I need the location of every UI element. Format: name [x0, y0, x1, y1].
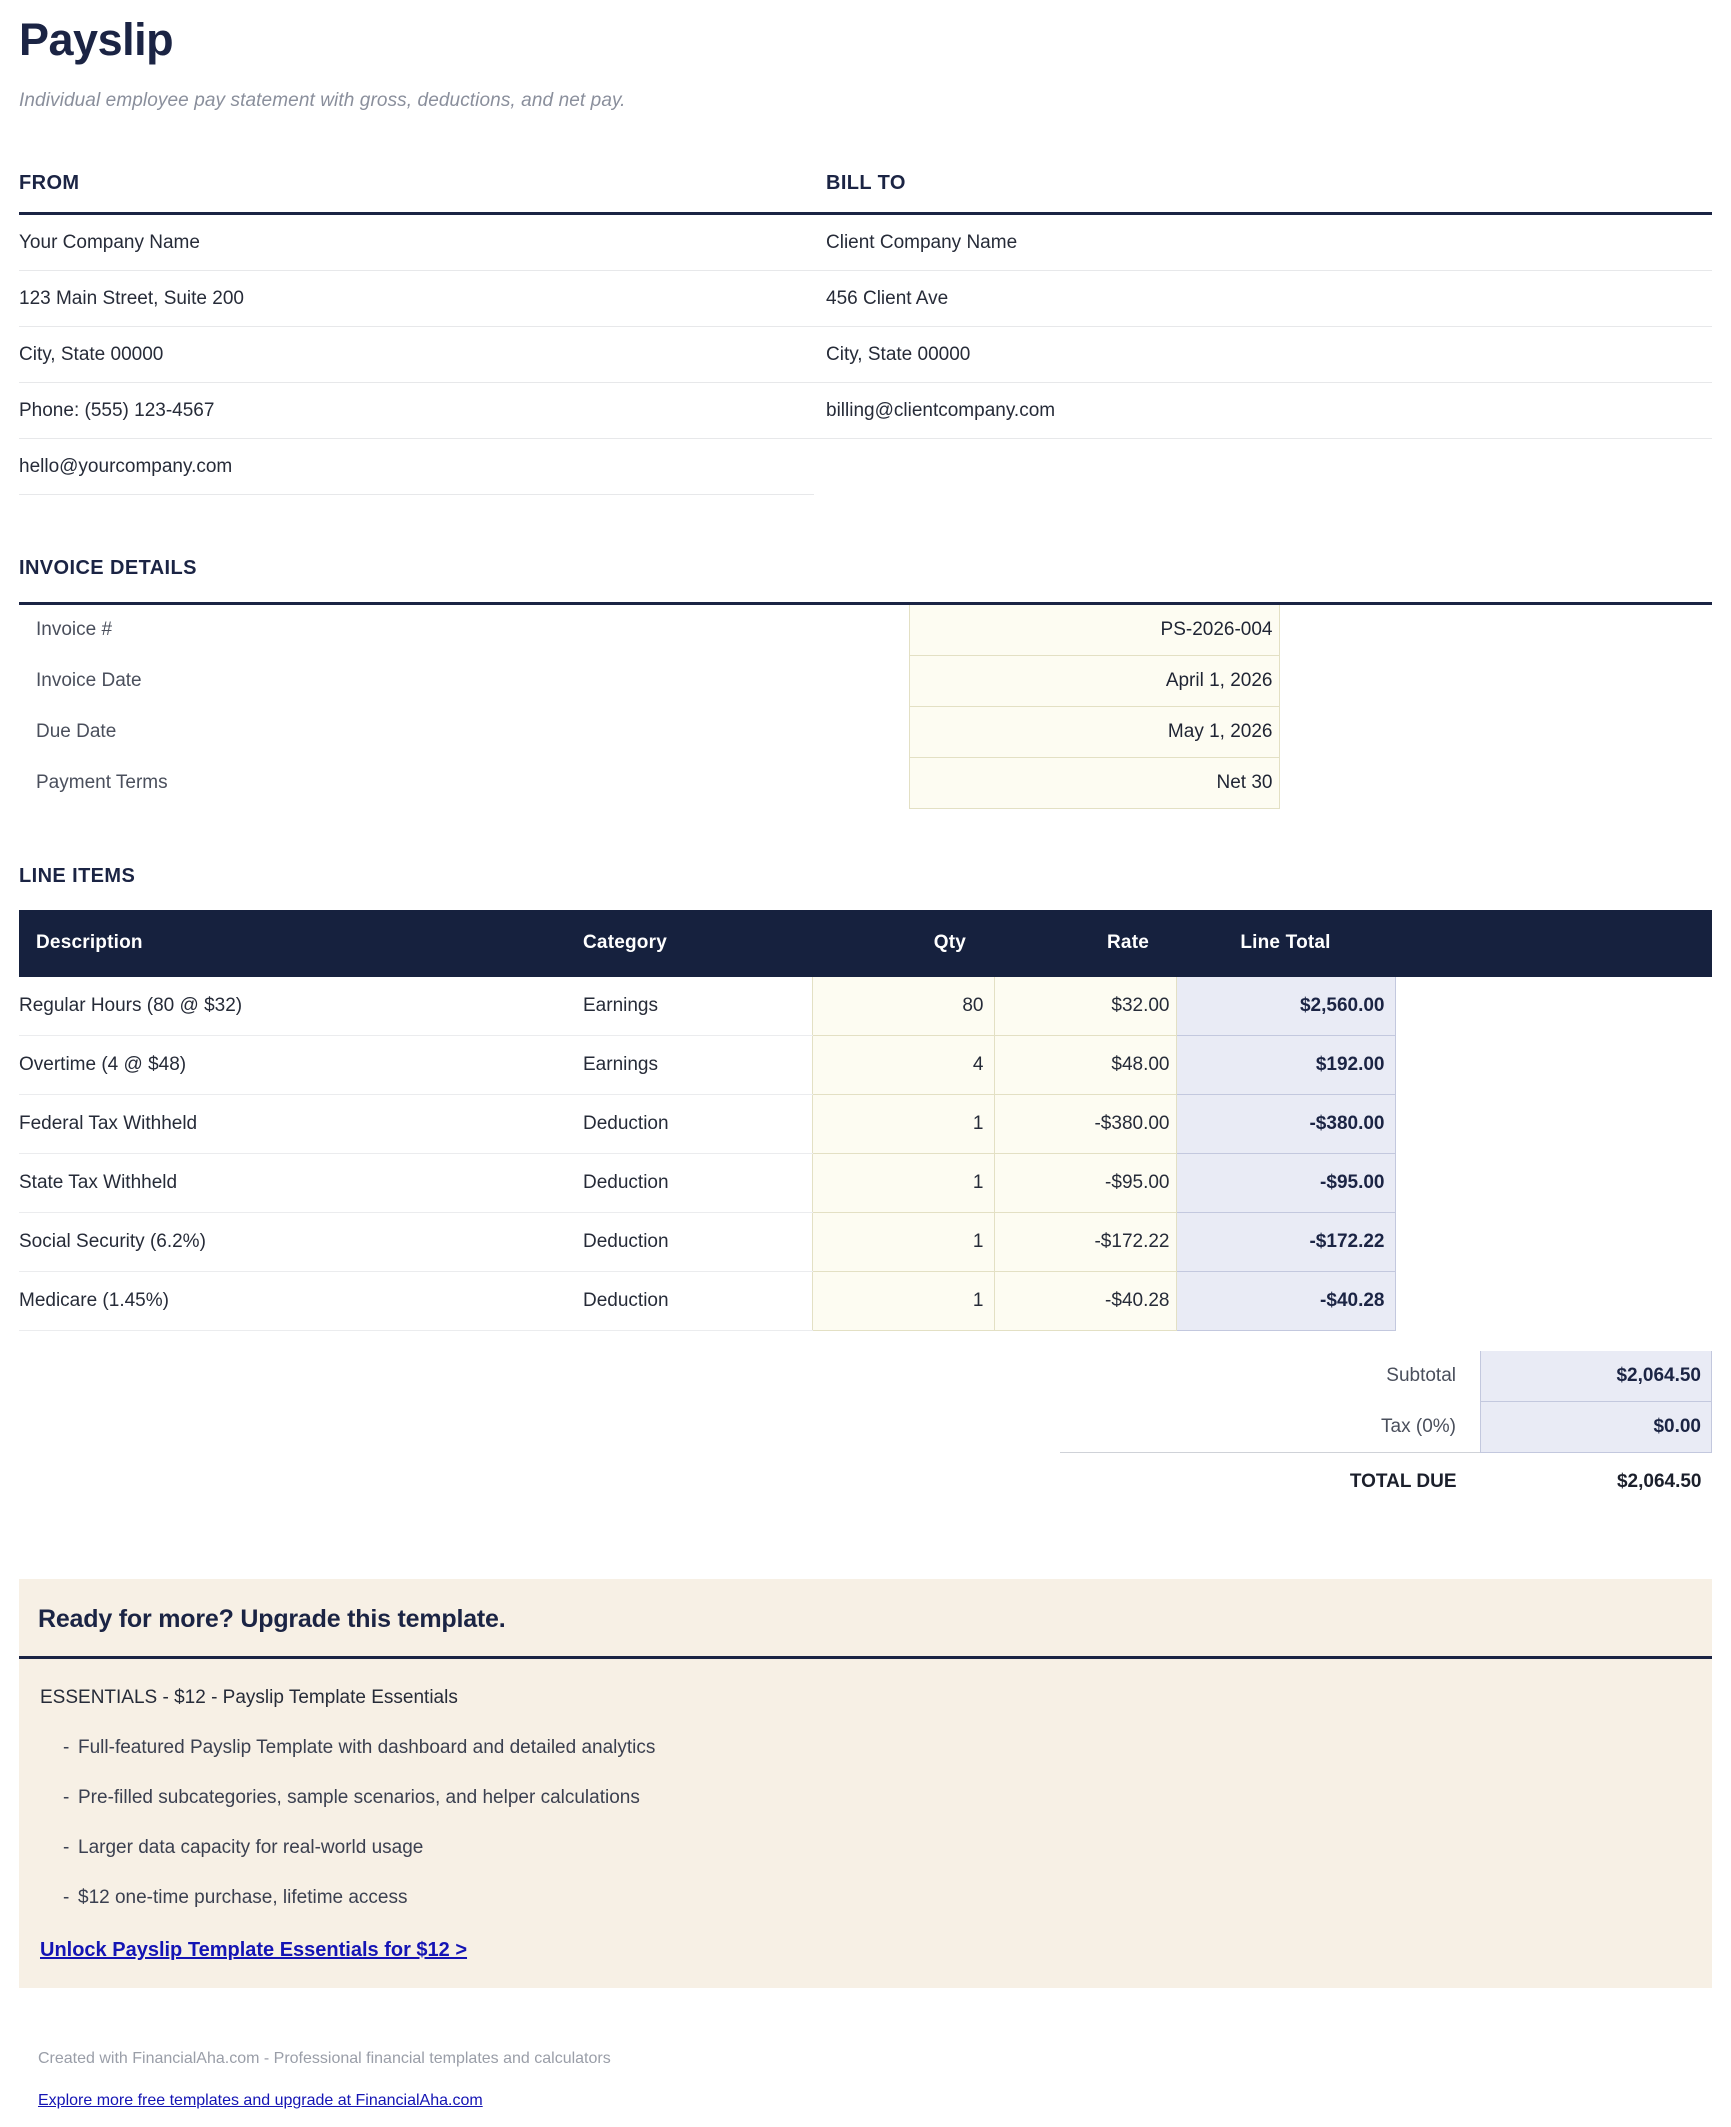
party-row [19, 270, 1712, 326]
item-category: Deduction [575, 1212, 812, 1271]
detail-value: May 1, 2026 [909, 706, 1279, 757]
item-rate: -$172.22 [994, 1212, 1176, 1271]
item-qty: 4 [812, 1035, 994, 1094]
item-line-total: -$380.00 [1176, 1094, 1395, 1153]
line-items-section [19, 865, 1712, 1507]
list-item-label: Pre-filled subcategories, sample scenarios, and helper calculations [78, 1786, 640, 1808]
from-line: Your Company Name [19, 213, 814, 270]
page-title: Payslip [19, 14, 174, 65]
item-qty: 1 [812, 1212, 994, 1271]
from-line: hello@yourcompany.com [19, 438, 814, 494]
from-line: Phone: (555) 123-4567 [19, 382, 814, 438]
invoice-details-table [19, 602, 1712, 809]
bullet-dash-icon: - [63, 1886, 70, 1908]
item-rate: -$95.00 [994, 1153, 1176, 1212]
item-category: Deduction [575, 1153, 812, 1212]
totals-row-tax [1060, 1401, 1712, 1452]
promo-lead: ESSENTIALS - $12 - Payslip Template Essentials [40, 1686, 458, 1708]
tax-label: Tax (0%) [1381, 1415, 1456, 1437]
from-line: City, State 00000 [19, 326, 814, 382]
footer [19, 2050, 1712, 2110]
totals-row-subtotal [1060, 1351, 1712, 1402]
detail-spacer [1279, 603, 1712, 655]
item-qty: 80 [812, 977, 994, 1036]
detail-label: Due Date [36, 720, 117, 742]
tax-value: $0.00 [1481, 1401, 1712, 1452]
item-spacer [1395, 1035, 1712, 1094]
list-item [19, 1709, 1712, 1759]
bullet-dash-icon: - [63, 1786, 70, 1808]
item-spacer [1395, 1271, 1712, 1330]
detail-value: April 1, 2026 [909, 655, 1279, 706]
parties-table [19, 172, 1712, 495]
promo-title: Ready for more? Upgrade this template. [19, 1579, 1712, 1659]
item-category: Earnings [575, 1035, 812, 1094]
item-rate: $48.00 [994, 1035, 1176, 1094]
total-due-value: $2,064.50 [1481, 1452, 1712, 1507]
detail-label: Invoice Date [36, 669, 142, 691]
table-row [19, 1035, 1712, 1094]
invoice-details-heading: INVOICE DETAILS [19, 556, 197, 579]
totals-row-total-due [1060, 1452, 1712, 1507]
party-row [19, 382, 1712, 438]
item-qty: 1 [812, 1271, 994, 1330]
bullet-dash-icon: - [63, 1836, 70, 1858]
list-item-label: $12 one-time purchase, lifetime access [78, 1886, 408, 1908]
column-header-rate: Rate [994, 910, 1176, 977]
bill-to-line: Client Company Name [814, 213, 1712, 270]
item-spacer [1395, 1153, 1712, 1212]
item-category: Deduction [575, 1271, 812, 1330]
table-row [19, 1094, 1712, 1153]
upgrade-promo-box [19, 1579, 1712, 1988]
list-item [19, 1759, 1712, 1809]
list-item-label: Full-featured Payslip Template with dashboard and detailed analytics [78, 1736, 656, 1758]
subtotal-label: Subtotal [1386, 1365, 1456, 1386]
page-subtitle: Individual employee pay statement with gross, deductions, and net pay. [19, 89, 626, 111]
detail-value: Net 30 [909, 757, 1279, 808]
detail-spacer [1279, 706, 1712, 757]
item-description: State Tax Withheld [19, 1153, 575, 1212]
column-header-qty: Qty [812, 910, 994, 977]
bullet-dash-icon: - [63, 1736, 70, 1758]
detail-value: PS-2026-004 [909, 603, 1279, 655]
table-row [19, 757, 1712, 808]
table-row [19, 603, 1712, 655]
item-description: Federal Tax Withheld [19, 1094, 575, 1153]
column-header-spacer [1395, 910, 1712, 977]
party-row [19, 438, 1712, 494]
total-due-label: TOTAL DUE [1060, 1452, 1481, 1507]
item-line-total: -$40.28 [1176, 1271, 1395, 1330]
party-row [19, 326, 1712, 382]
item-qty: 1 [812, 1094, 994, 1153]
item-spacer [1395, 1094, 1712, 1153]
table-row [19, 1153, 1712, 1212]
from-heading: FROM [19, 172, 814, 214]
line-items-heading: LINE ITEMS [19, 864, 136, 887]
footer-note: Created with FinancialAha.com - Professional financial templates and calculators [38, 2049, 611, 2067]
line-items-table [19, 910, 1712, 1331]
item-line-total: -$95.00 [1176, 1153, 1395, 1212]
detail-spacer [1279, 757, 1712, 808]
detail-spacer [1279, 655, 1712, 706]
item-line-total: -$172.22 [1176, 1212, 1395, 1271]
item-category: Earnings [575, 977, 812, 1036]
column-header-description: Description [19, 910, 575, 977]
table-row [19, 1212, 1712, 1271]
item-spacer [1395, 1212, 1712, 1271]
item-spacer [1395, 977, 1712, 1036]
item-qty: 1 [812, 1153, 994, 1212]
item-description: Medicare (1.45%) [19, 1271, 575, 1330]
bill-to-line: City, State 00000 [814, 326, 1712, 382]
table-row [19, 1271, 1712, 1330]
subtotal-value: $2,064.50 [1481, 1351, 1712, 1402]
from-line: 123 Main Street, Suite 200 [19, 270, 814, 326]
item-line-total: $192.00 [1176, 1035, 1395, 1094]
bill-to-heading: BILL TO [814, 172, 1712, 214]
promo-bullet-list [19, 1709, 1712, 1909]
column-header-category: Category [575, 910, 812, 977]
table-row [19, 655, 1712, 706]
item-category: Deduction [575, 1094, 812, 1153]
table-header-row [19, 910, 1712, 977]
detail-label: Invoice # [36, 619, 113, 640]
bill-to-line-empty [814, 438, 1712, 494]
footer-explore-link[interactable]: Explore more free templates and upgrade at FinancialAha.com [38, 2091, 483, 2109]
table-row [19, 706, 1712, 757]
list-item-label: Larger data capacity for real-world usage [78, 1836, 424, 1858]
invoice-details-section [19, 557, 1712, 809]
bill-to-line: billing@clientcompany.com [814, 382, 1712, 438]
totals-table [1060, 1351, 1712, 1507]
column-header-line-total: Line Total [1176, 910, 1395, 977]
item-description: Regular Hours (80 @ $32) [19, 977, 575, 1036]
item-rate: -$380.00 [994, 1094, 1176, 1153]
item-description: Social Security (6.2%) [19, 1212, 575, 1271]
item-description: Overtime (4 @ $48) [19, 1035, 575, 1094]
table-row [19, 977, 1712, 1036]
party-row [19, 213, 1712, 270]
unlock-essentials-link[interactable]: Unlock Payslip Template Essentials for $12 > [40, 1938, 468, 1961]
bill-to-line: 456 Client Ave [814, 270, 1712, 326]
detail-label: Payment Terms [36, 771, 168, 793]
item-rate: -$40.28 [994, 1271, 1176, 1330]
item-rate: $32.00 [994, 977, 1176, 1036]
list-item [19, 1809, 1712, 1859]
list-item [19, 1859, 1712, 1909]
item-line-total: $2,560.00 [1176, 977, 1395, 1036]
